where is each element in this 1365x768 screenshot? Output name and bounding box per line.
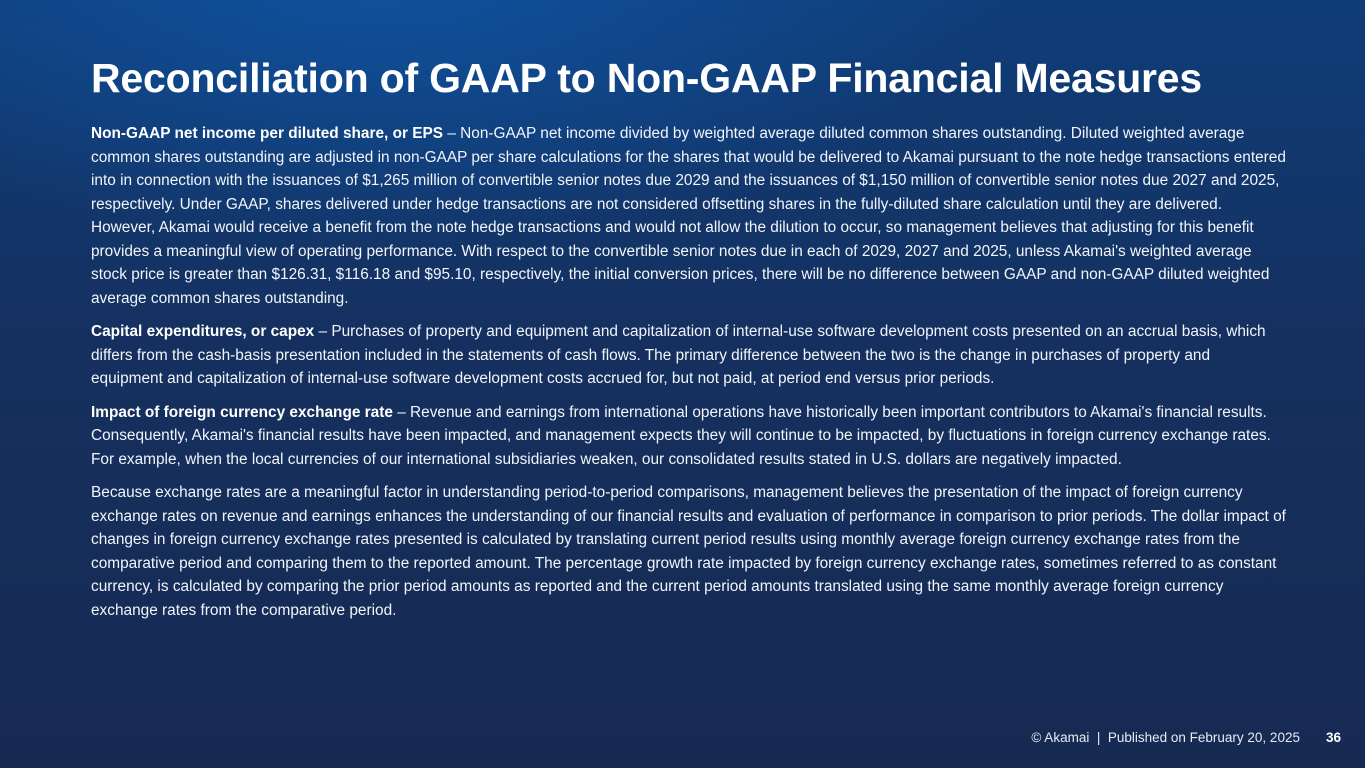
definition-capex: – Purchases of property and equipment and capitalization of internal-use software development costs presented on an accrual basis, which differs from the cash-basis presentation included in the statements of cash flows. The primary difference between the two is the change in purchases of property and equipment and capitalization of internal-use software development costs accrued for, but not paid, at period end versus prior periods. xyxy=(91,323,1266,387)
term-fx-impact: Impact of foreign currency exchange rate xyxy=(91,403,393,421)
definition-fx-impact: – Revenue and earnings from international operations have historically been important contributors to Akamai's financial results. Consequently, Akamai's financial results have been impacted, and management expects they will continue to be impacted, by fluctuations in foreign currency exchange rates. For example, when the local currencies of our international subsidiaries weaken, our consolidated results stated in U.S. dollars are negatively impacted. xyxy=(91,403,1271,468)
paragraph-fx-impact xyxy=(91,401,1286,472)
slide-body xyxy=(91,122,1286,632)
definition-constant-currency: Because exchange rates are a meaningful factor in understanding period-to-period comparisons, management believes the presentation of the impact of foreign currency exchange rates on revenue and earnings enhances the understanding of our financial results and evaluation of performance in comparison to prior periods. The dollar impact of changes in foreign currency exchange rates presented is calculated by translating current period results using monthly average foreign currency exchange rates from the comparative period and comparing them to the reported amount. The percentage growth rate impacted by foreign currency exchange rates, sometimes referred to as constant currency, is calculated by comparing the prior period amounts as reported and the current period amounts translated using the same monthly average foreign currency exchange rates from the comparative period. xyxy=(91,484,1286,619)
term-capex: Capital expenditures, or capex xyxy=(91,323,315,340)
definition-eps: – Non-GAAP net income divided by weighted average diluted common shares outstanding. Diluted weighted average common shares outstanding are adjusted in non-GAAP per share calculations for the shares that would be delivered to Akamai pursuant to the note hedge transactions entered into in connection with the issuances of $1,265 million of convertible senior notes due 2029 and the issuances of $1,150 million of convertible senior notes due 2027 and 2025, respectively. Under GAAP, shares delivered under hedge transactions are not considered offsetting shares in the fully-diluted share calculation until they are delivered. However, Akamai would receive a benefit from the note hedge transactions and would not allow the dilution to occur, so management believes that adjusting for this benefit provides a meaningful view of operating performance. With respect to the convertible senior notes due in each of 2029, 2027 and 2025, unless Akamai's weighted average stock price is greater than $126.31, $116.18 and $95.10, respectively, the initial conversion prices, there will be no difference between GAAP and non-GAAP diluted weighted average common shares outstanding. xyxy=(91,125,1286,307)
copyright-notice: © Akamai | Published on February 20, 2025 xyxy=(1031,730,1300,745)
slide-footer xyxy=(1031,729,1341,747)
page-number: 36 xyxy=(1325,730,1341,745)
page-title: Reconciliation of GAAP to Non-GAAP Financial Measures xyxy=(91,55,1203,101)
paragraph-eps xyxy=(91,122,1286,310)
paragraph-capex xyxy=(91,320,1286,391)
term-eps: Non-GAAP net income per diluted share, or EPS xyxy=(91,125,444,142)
paragraph-constant-currency xyxy=(91,481,1286,622)
